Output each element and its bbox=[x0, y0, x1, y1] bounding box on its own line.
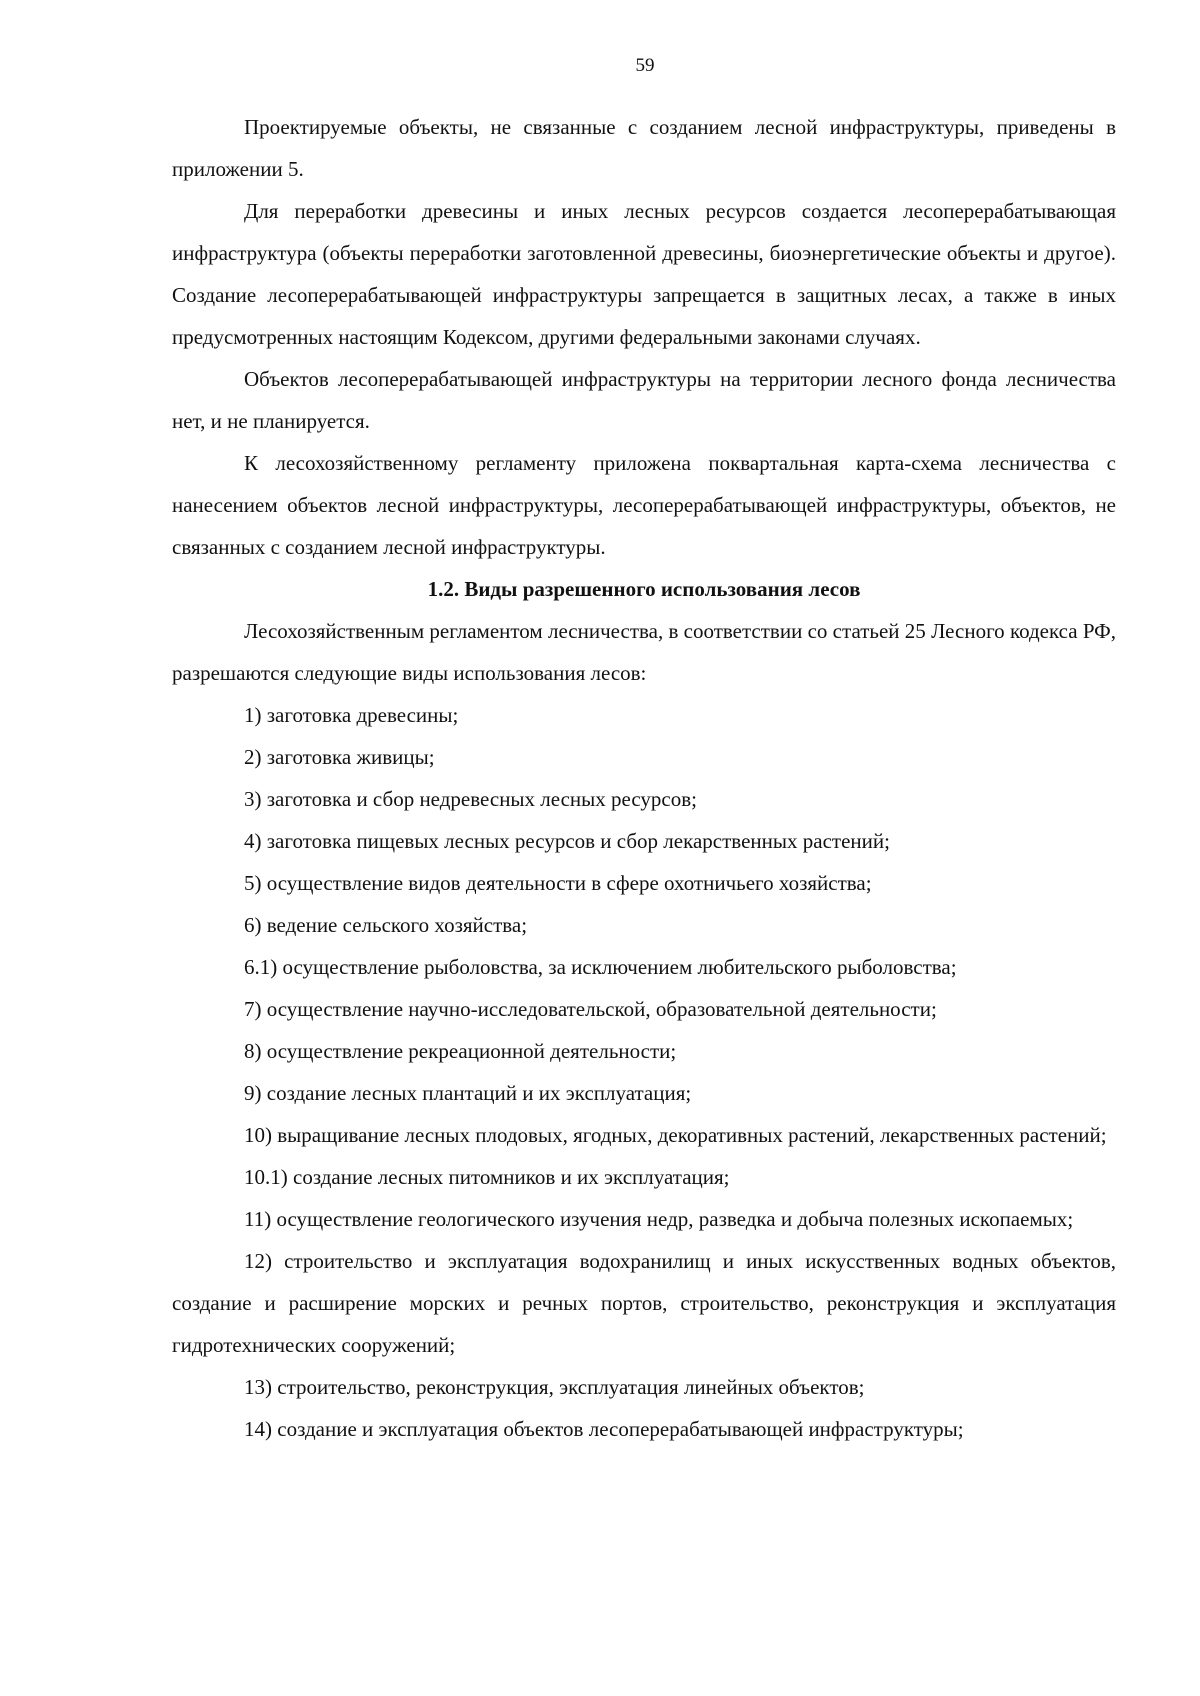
list-item: 5) осуществление видов деятельности в сфере охотничьего хозяйства; bbox=[244, 871, 872, 895]
paragraph: Объектов лесоперерабатывающей инфраструктуры на территории лесного фонда лесничества нет, и не планируется. bbox=[172, 367, 1116, 433]
list-item: 6) ведение сельского хозяйства; bbox=[244, 913, 528, 937]
document-body bbox=[172, 106, 1116, 1450]
paragraph: Для переработки древесины и иных лесных ресурсов создается лесоперерабатывающая инфраструктура (объекты переработки заготовленной древесины, биоэнергетические объекты и другое). Создание лесоперерабатывающей инфраструктуры запрещается в защитных лесах, а также в иных предусмотренных настоящим Кодексом, другими федеральными законами случаях. bbox=[172, 199, 1116, 349]
list-item: 7) осуществление научно-исследовательской, образовательной деятельности; bbox=[244, 997, 937, 1021]
section-heading: 1.2. Виды разрешенного использования лесов bbox=[427, 577, 861, 601]
usage-list bbox=[172, 694, 1116, 1450]
list-item: 4) заготовка пищевых лесных ресурсов и сбор лекарственных растений; bbox=[244, 829, 890, 853]
list-item: 1) заготовка древесины; bbox=[244, 703, 459, 727]
section-intro: Лесохозяйственным регламентом лесничества, в соответствии со статьей 25 Лесного кодекса РФ, разрешаются следующие виды использования лесов: bbox=[172, 619, 1116, 685]
list-item: 3) заготовка и сбор недревесных лесных ресурсов; bbox=[244, 787, 697, 811]
list-item: 12) строительство и эксплуатация водохранилищ и иных искусственных водных объектов, создание и расширение морских и речных портов, строительство, реконструкция и эксплуатация гидротехнических сооружений; bbox=[172, 1249, 1116, 1357]
list-item: 10.1) создание лесных питомников и их эксплуатация; bbox=[244, 1165, 730, 1189]
list-item: 10) выращивание лесных плодовых, ягодных, декоративных растений, лекарственных растений; bbox=[244, 1123, 1107, 1147]
list-item: 6.1) осуществление рыболовства, за исключением любительского рыболовства; bbox=[244, 955, 957, 979]
paragraph: К лесохозяйственному регламенту приложена поквартальная карта-схема лесничества с нанесением объектов лесной инфраструктуры, лесоперерабатывающей инфраструктуры, объектов, не связанных с созданием лесной инфраструктуры. bbox=[172, 451, 1116, 559]
list-item: 9) создание лесных плантаций и их эксплуатация; bbox=[244, 1081, 692, 1105]
paragraph: Проектируемые объекты, не связанные с созданием лесной инфраструктуры, приведены в приложении 5. bbox=[172, 115, 1116, 181]
list-item: 11) осуществление геологического изучения недр, разведка и добыча полезных ископаемых; bbox=[244, 1207, 1074, 1231]
list-item: 13) строительство, реконструкция, эксплуатация линейных объектов; bbox=[244, 1375, 865, 1399]
page-number: 59 bbox=[635, 55, 655, 76]
list-item: 14) создание и эксплуатация объектов лесоперерабатывающей инфраструктуры; bbox=[244, 1417, 964, 1441]
list-item: 8) осуществление рекреационной деятельности; bbox=[244, 1039, 677, 1063]
list-item: 2) заготовка живицы; bbox=[244, 745, 435, 769]
